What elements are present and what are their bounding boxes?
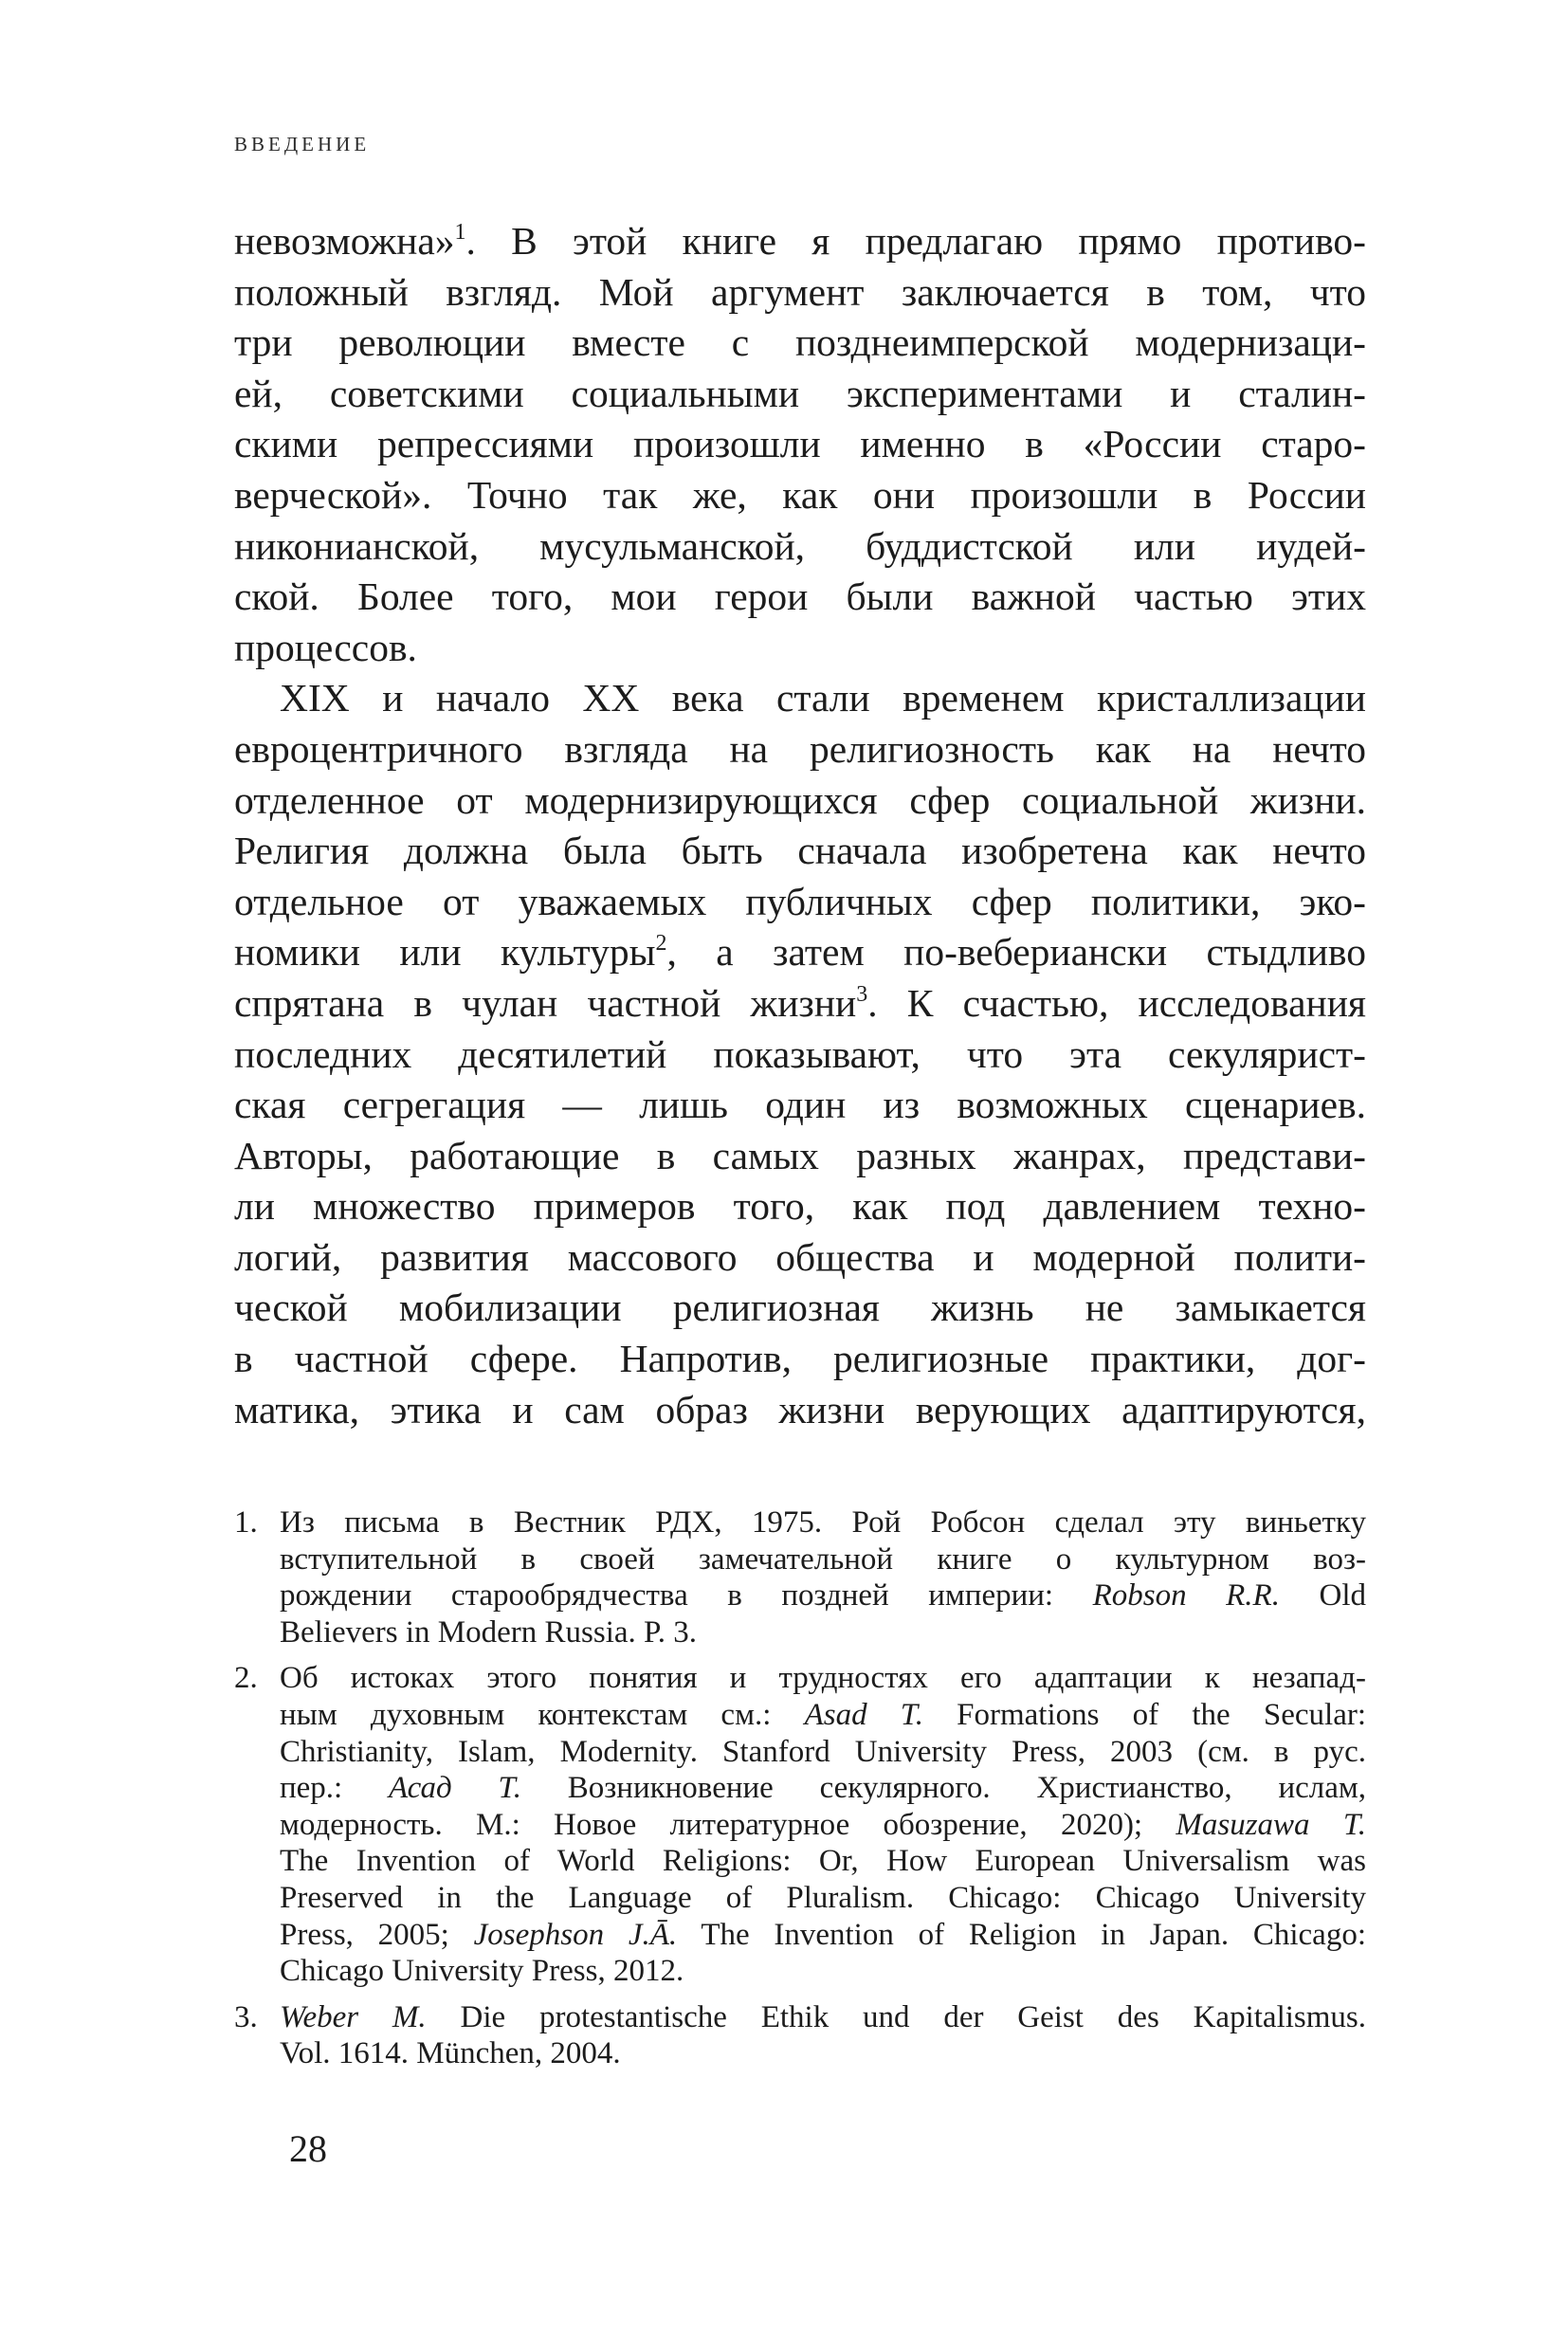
text-line: отделенное от модернизирующихся сфер социальной жизни. [234,777,1366,822]
footnote-line: ным духовным контекстам см.: Asad T. Formations of the Secular: [280,1697,1367,1732]
text-line: отдельное от уважаемых публичных сфер политики, эко- [234,879,1366,923]
main-text [234,216,1366,1435]
footnote-line: рождении старообрядчества в поздней империи: Robson R.R. Old [280,1578,1366,1614]
text-line: спрятана в чулан частной жизни$^3$. К счастью, исследования [234,980,1366,1025]
footnote-line: Из письма в Вестник РДХ, 1975. Рой Робсон сделал эту виньетку [280,1505,1366,1540]
running-head: ВВЕДЕНИЕ [234,133,371,155]
footnote-ref-1[interactable]: 1 [454,220,466,245]
footnote-line: модерность. М.: Новое литературное обозрение, 2020); Masuzawa T. [280,1807,1366,1842]
text-line: верческой». Точно так же, как они произошли в России [234,472,1366,517]
text-line: ей, советскими социальными экспериментами и сталин- [234,371,1366,415]
text-line: невозможна»$^1$. В этой книге я предлагаю прямо противо- [234,219,1366,263]
text-line: номики или культуры$^2$, а затем по-вебериански стыдливо [234,930,1366,975]
text-line: логий, развития массового общества и модерной полити- [234,1234,1366,1279]
footnote-line: Chicago University Press, 2012. [280,1954,684,1989]
text-line: Религия должна была быть сначала изобретена как нечто [234,829,1366,873]
paragraph-2 [234,673,1366,1435]
text-line: Авторы, работающие в самых разных жанрах, представи- [234,1133,1366,1177]
footnote-number: 1. [234,1505,258,1540]
text-line: ская сегрегация — лишь один из возможных сценариев. [234,1083,1366,1127]
paragraph-1 [234,216,1366,673]
footnote-line: Believers in Modern Russia. P. 3. [280,1614,697,1650]
footnote-ref-3[interactable]: 3 [856,981,868,1007]
page-number: 28 [289,2127,327,2170]
text-line: процессов. [234,625,417,669]
text-line: последних десятилетий показывают, что эта секулярист- [234,1031,1366,1076]
footnote-number: 3. [234,1999,258,2034]
footnote-line: Weber M. Die protestantische Ethik und der Geist des Kapitalismus. [280,1999,1367,2034]
footnote-line: Vol. 1614. München, 2004. [280,2036,621,2071]
footnote-line: Christianity, Islam, Modernity. Stanford University Press, 2003 (см. в рус. [280,1734,1366,1769]
footnote-2 [234,1660,1366,1989]
text-line: никонианской, мусульманской, буддистской или иудей- [234,523,1366,568]
footnote-number: 2. [234,1661,258,1696]
text-line: три революции вместе с позднеимперской модернизаци- [234,320,1366,365]
text-line: матика, этика и сам образ жизни верующих адаптируются, [234,1387,1366,1431]
footnote-ref-2[interactable]: 2 [655,931,667,957]
text-line: XIX и начало XX века стали временем кристаллизации [280,676,1366,720]
text-line: ской. Более того, мои герои были важной частью этих [234,574,1366,619]
footnote-3 [234,1999,1366,2072]
text-line: скими репрессиями произошли именно в «России старо- [234,422,1366,466]
text-line: положный взгляд. Мой аргумент заключается в том, что [234,269,1366,314]
footnote-line: вступительной в своей замечательной книге о культурном воз- [280,1541,1366,1577]
footnote-1 [234,1504,1366,1650]
text-line: в частной сфере. Напротив, религиозные практики, дог- [234,1337,1366,1381]
text-line: евроцентричного взгляда на религиозность как на нечто [234,726,1366,771]
footnote-line: Press, 2005; Josephson J.Ā. The Invention of Religion in Japan. Chicago: [280,1917,1366,1952]
footnote-line: Preserved in the Language of Pluralism. Chicago: Chicago University [280,1880,1366,1915]
footnote-line: пер.: Асад Т. Возникновение секулярного. Христианство, ислам, [280,1771,1366,1806]
footnote-line: The Invention of World Religions: Or, How European Universalism was [280,1844,1366,1879]
text-line: ли множество примеров того, как под давлением техно- [234,1184,1366,1229]
footnote-line: Об истоках этого понятия и трудностях его адаптации к незапад- [280,1661,1366,1696]
text-line: ческой мобилизации религиозная жизнь не замыкается [234,1285,1366,1330]
footnotes [234,1504,1366,2082]
